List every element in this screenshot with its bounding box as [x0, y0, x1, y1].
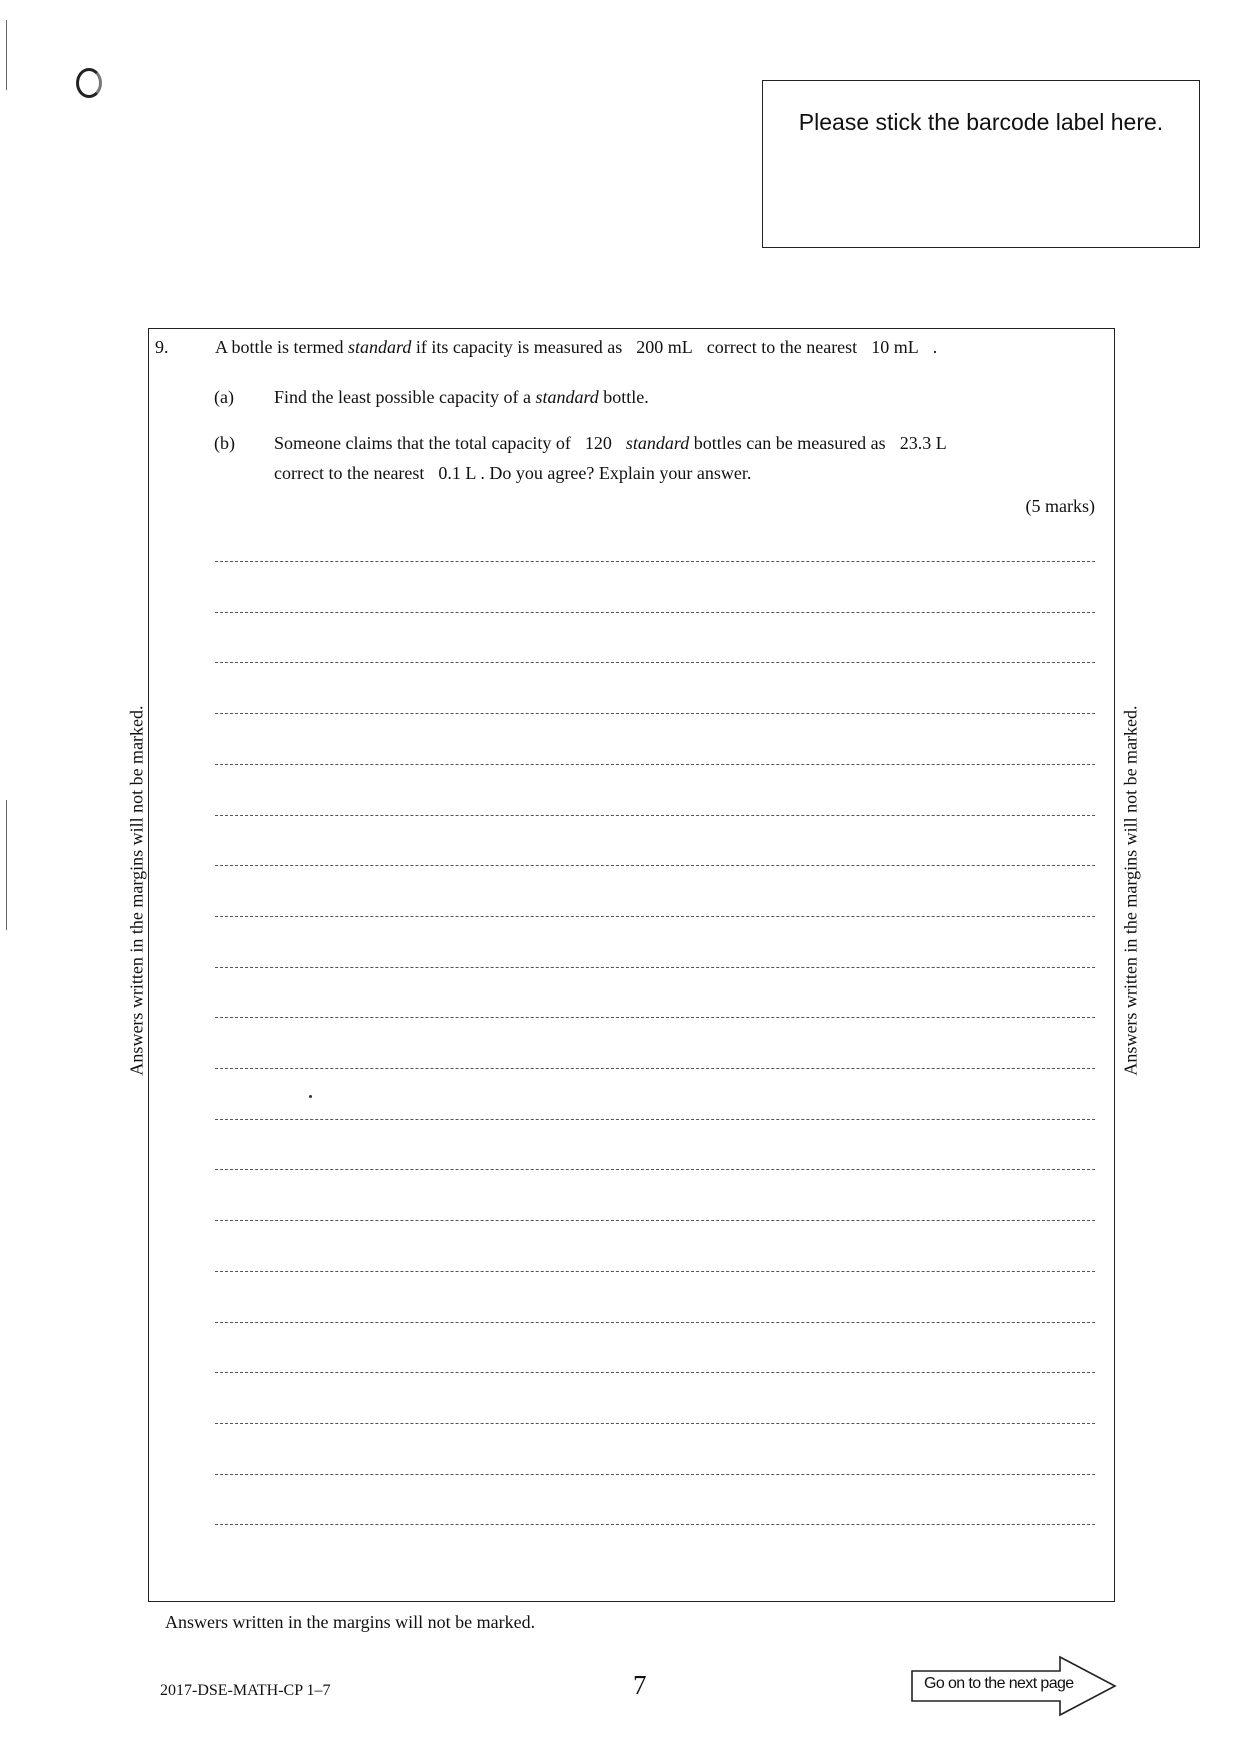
answer-line [215, 713, 1095, 714]
answer-line [215, 1372, 1095, 1373]
scan-speck [309, 1095, 312, 1098]
question-number: 9. [155, 337, 169, 357]
part-b-value: 23.3 L [899, 433, 947, 453]
stem-text: A bottle is termed [215, 337, 348, 357]
answer-line [215, 764, 1095, 765]
barcode-label-text: Please stick the barcode label here. [798, 109, 1164, 135]
part-a-text [274, 387, 649, 408]
answer-line [215, 1271, 1095, 1272]
part-b-words: Someone claims that the total capacity of [274, 433, 571, 453]
answer-line [215, 662, 1095, 663]
paper-code: 2017-DSE-MATH-CP 1–7 [160, 1682, 331, 1699]
answer-line [215, 561, 1095, 562]
answer-box [148, 328, 1115, 1602]
stem-value: 200 mL [636, 337, 693, 357]
part-a-words: bottle. [598, 387, 649, 407]
part-b-label: (b) [214, 433, 235, 453]
part-a-label: (a) [214, 387, 234, 407]
part-b-count: 120 [584, 433, 612, 453]
answer-line [215, 1474, 1095, 1475]
answer-line [215, 1322, 1095, 1323]
stem-value: 10 mL [871, 337, 919, 357]
part-a-words: Find the least possible capacity of a [274, 387, 536, 407]
barcode-label-box [762, 80, 1200, 248]
part-b-words: . Do you agree? Explain your answer. [480, 463, 752, 483]
stem-text: if its capacity is measured as [411, 337, 623, 357]
scan-mark [6, 20, 7, 90]
question-stem [215, 337, 937, 358]
margin-note-left: Answers written in the margins will not be marked. [126, 705, 147, 1076]
part-a-term: standard [535, 387, 599, 407]
stem-end: . [932, 337, 938, 357]
answer-line [215, 865, 1095, 866]
answer-line [215, 1524, 1095, 1525]
answer-line [215, 612, 1095, 613]
answer-line [215, 967, 1095, 968]
part-b-words: bottles can be measured as [693, 433, 886, 453]
stem-text: correct to the nearest [706, 337, 858, 357]
part-b-value: 0.1 L [438, 463, 477, 483]
answer-line [215, 1119, 1095, 1120]
next-page-text: Go on to the next page [924, 1675, 1074, 1692]
scan-mark [6, 800, 7, 930]
punch-hole-mark [76, 68, 102, 98]
answer-line [215, 1423, 1095, 1424]
margin-note-bottom: Answers written in the margins will not be marked. [165, 1612, 536, 1632]
answer-line [215, 815, 1095, 816]
marks-label: (5 marks) [1025, 496, 1095, 516]
part-b-words: correct to the nearest [274, 463, 425, 483]
answer-line [215, 1220, 1095, 1221]
margin-note-right: Answers written in the margins will not be marked. [1120, 705, 1141, 1076]
part-b-text [274, 428, 1094, 488]
answer-line [215, 1068, 1095, 1069]
next-page-arrow [910, 1655, 1120, 1717]
part-b-term: standard [625, 433, 690, 453]
answer-line [215, 916, 1095, 917]
answer-line [215, 1169, 1095, 1170]
stem-term: standard [347, 337, 412, 357]
answer-line [215, 1017, 1095, 1018]
page-number: 7 [633, 1670, 647, 1700]
